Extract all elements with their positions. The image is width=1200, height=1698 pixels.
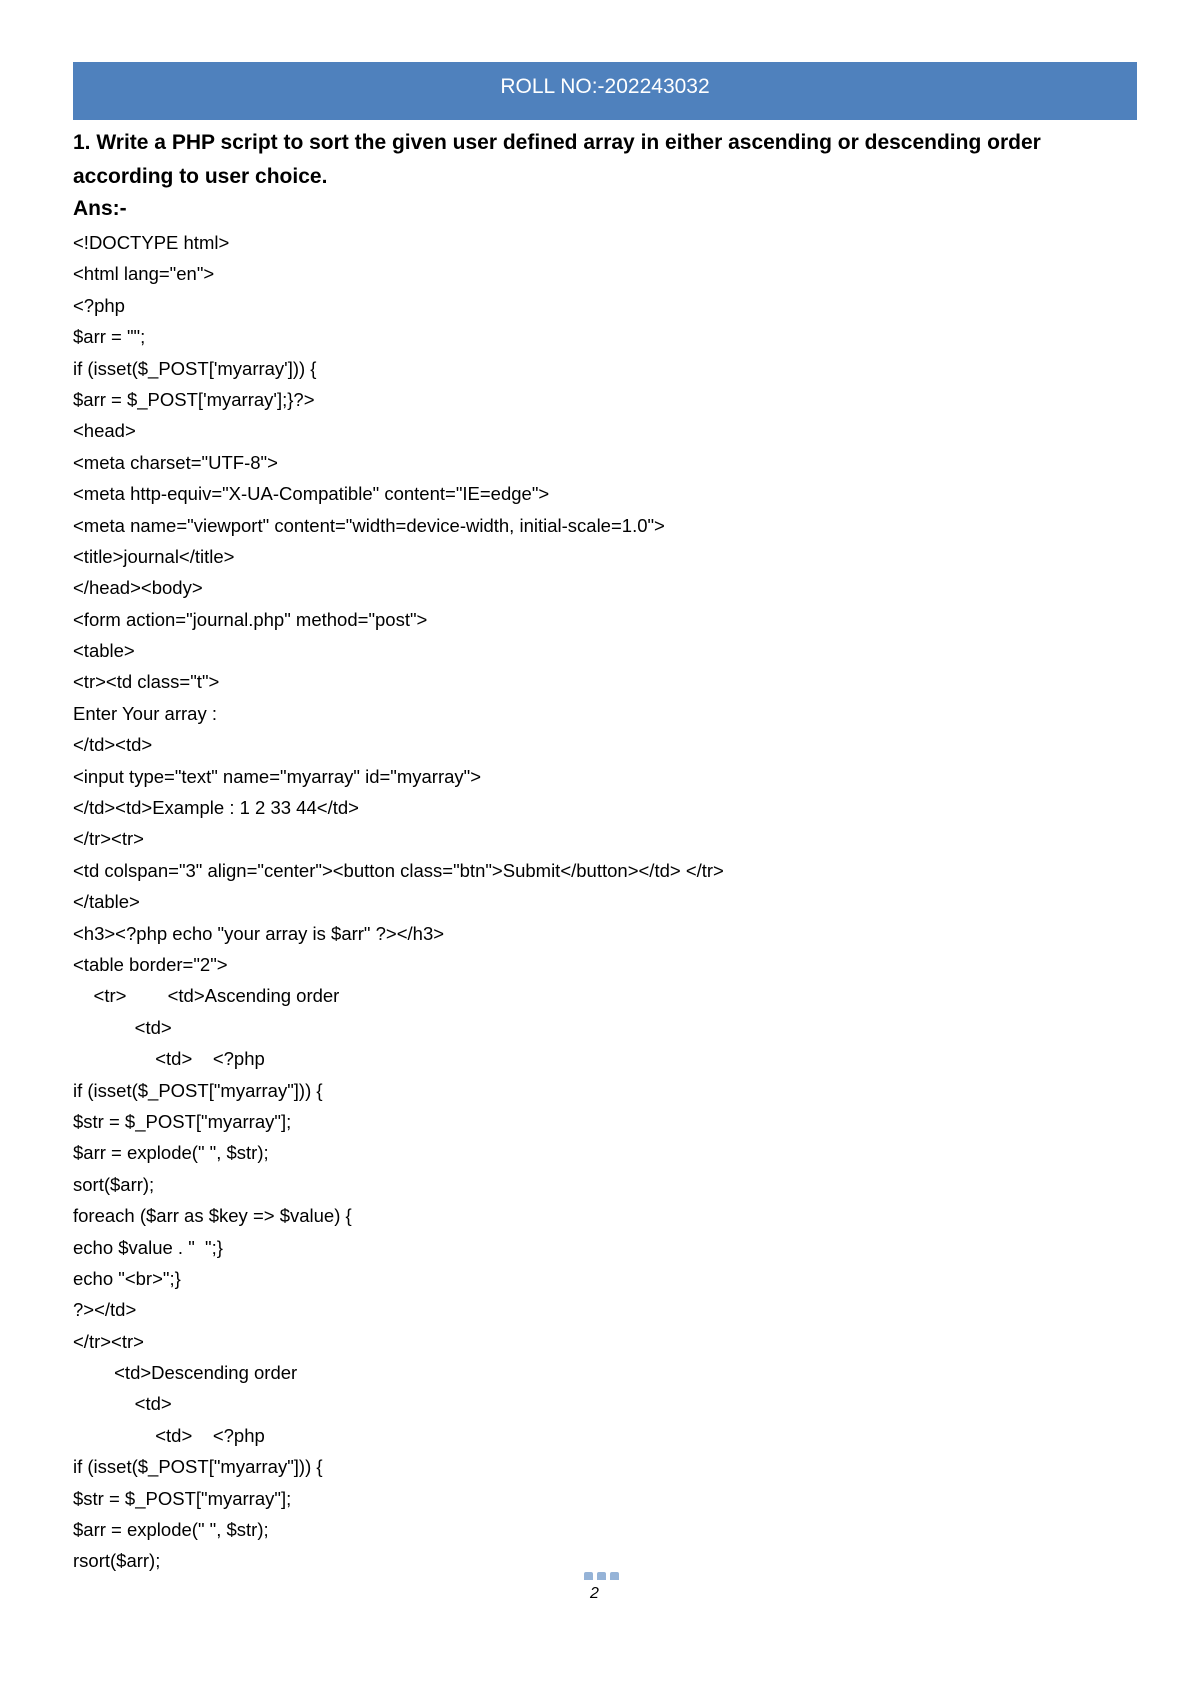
code-line: <html lang="en">: [73, 263, 215, 285]
code-line: <td colspan="3" align="center"><button class="btn">Submit</button></td> </tr>: [73, 859, 724, 881]
page-number: 2: [590, 1585, 599, 1602]
code-line: echo $value . " ";}: [73, 1236, 223, 1258]
code-line: <?php: [73, 294, 125, 316]
code-line: </table>: [73, 891, 140, 913]
code-line: <td> <?php: [73, 1424, 265, 1446]
code-line: $arr = $_POST['myarray'];}?>: [73, 388, 315, 410]
code-line: $arr = "";: [73, 326, 146, 348]
code-line: <table>: [73, 640, 135, 662]
header-bar: [73, 62, 1137, 120]
code-line: <td>: [73, 1393, 172, 1415]
code-block: [73, 227, 724, 1577]
footer-dots-icon: [584, 1572, 619, 1580]
question-text: 1. Write a PHP script to sort the given user defined array in either ascending or descending order according to user choice.: [73, 131, 1041, 188]
code-line: </td><td>Example : 1 2 33 44</td>: [73, 797, 359, 819]
code-line: foreach ($arr as $key => $value) {: [73, 1205, 352, 1227]
code-line: <h3><?php echo "your array is $arr" ?></h3>: [73, 922, 445, 944]
code-line: <input type="text" name="myarray" id="myarray">: [73, 765, 482, 787]
code-line: ?></td>: [73, 1299, 137, 1321]
code-line: <title>journal</title>: [73, 545, 235, 567]
code-line: <head>: [73, 420, 136, 442]
answer-label: Ans:-: [73, 197, 127, 220]
code-line: $str = $_POST["myarray"];: [73, 1110, 292, 1132]
code-line: if (isset($_POST['myarray'])) {: [73, 357, 317, 379]
code-line: sort($arr);: [73, 1173, 155, 1195]
code-line: <!DOCTYPE html>: [73, 232, 230, 253]
code-line: if (isset($_POST["myarray"])) {: [73, 1456, 323, 1478]
code-line: <meta http-equiv="X-UA-Compatible" content="IE=edge">: [73, 483, 550, 505]
code-line: $str = $_POST["myarray"];: [73, 1487, 292, 1509]
code-line: $arr = explode(" ", $str);: [73, 1519, 269, 1541]
code-line: <tr><td class="t">: [73, 671, 220, 693]
code-line: <table border="2">: [73, 953, 228, 975]
code-line: if (isset($_POST["myarray"])) {: [73, 1079, 323, 1101]
code-line: $arr = explode(" ", $str);: [73, 1142, 269, 1164]
code-line: echo "<br>";}: [73, 1267, 181, 1289]
roll-number: ROLL NO:-202243032: [500, 75, 710, 98]
code-line: </head><body>: [73, 577, 203, 599]
code-line: <td> <?php: [73, 1048, 265, 1070]
code-line: </td><td>: [73, 734, 153, 756]
code-line: rsort($arr);: [73, 1550, 161, 1572]
code-line: <tr> <td>Ascending order: [73, 985, 340, 1007]
code-line: <form action="journal.php" method="post">: [73, 608, 428, 630]
code-line: Enter Your array :: [73, 702, 217, 724]
code-line: <meta name="viewport" content="width=device-width, initial-scale=1.0">: [73, 514, 665, 536]
code-line: <meta charset="UTF-8">: [73, 451, 278, 473]
code-line: </tr><tr>: [73, 828, 144, 850]
code-line: <td>: [73, 1016, 172, 1038]
code-line: <td>Descending order: [73, 1362, 298, 1384]
code-line: </tr><tr>: [73, 1330, 144, 1352]
